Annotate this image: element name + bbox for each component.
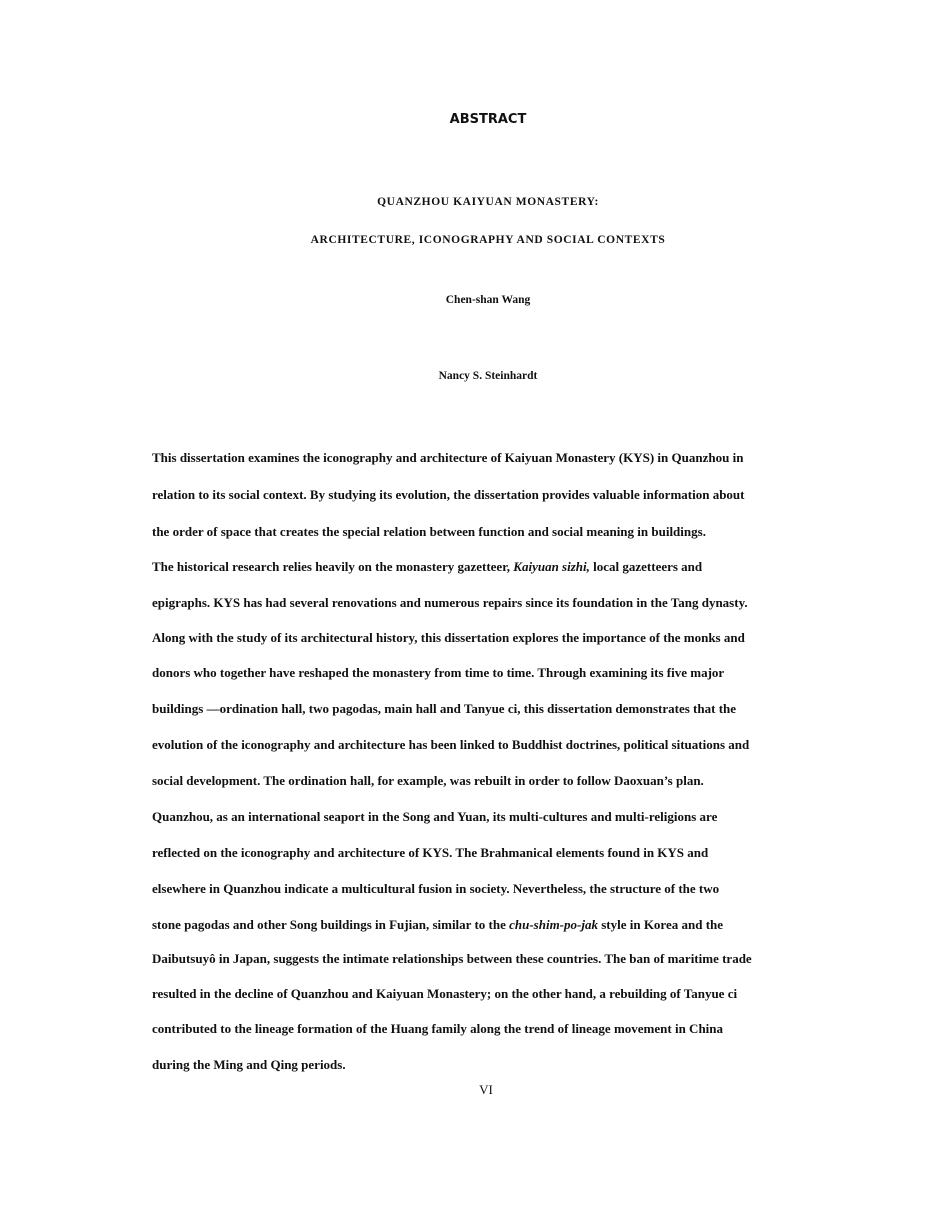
body-line-10: social development. The ordination hall, for example, was rebuilt in order to follow Daoxuan’s plan.: [152, 773, 704, 788]
body-line-1: This dissertation examines the iconography and architecture of Kaiyuan Monastery (KYS) in Quanzhou in: [152, 450, 744, 465]
body-line-9: evolution of the iconography and architecture has been linked to Buddhist doctrines, political situations and: [152, 737, 750, 752]
abstract-heading: ABSTRACT: [449, 112, 527, 127]
body-line-11: Quanzhou, as an international seaport in the Song and Yuan, its multi-cultures and multi-religions are: [152, 809, 718, 824]
body-line-4: [152, 559, 702, 575]
author-name: Chen-shan Wang: [445, 294, 531, 306]
body-line-18: during the Ming and Qing periods.: [152, 1057, 346, 1072]
body-line-14-end: style in Korea and the: [597, 917, 724, 932]
body-line-14: [152, 917, 723, 933]
body-line-15: Daibutsuyô in Japan, suggests the intimate relationships between these countries. The ban of maritime trade: [152, 951, 752, 966]
body-line-17: contributed to the lineage formation of the Huang family along the trend of lineage movement in China: [152, 1021, 724, 1036]
advisor-name: Nancy S. Steinhardt: [438, 370, 538, 382]
body-line-12: reflected on the iconography and architecture of KYS. The Brahmanical elements found in KYS and: [152, 845, 709, 860]
body-line-2: relation to its social context. By studying its evolution, the dissertation provides valuable information about: [152, 487, 745, 502]
title-line-2: ARCHITECTURE, ICONOGRAPHY AND SOCIAL CONTEXTS: [310, 234, 666, 246]
body-line-3: the order of space that creates the special relation between function and social meaning in buildings.: [152, 524, 706, 539]
body-line-5: epigraphs. KYS has had several renovations and numerous repairs since its foundation in the Tang dynasty.: [152, 595, 748, 610]
title-line-1: QUANZHOU KAIYUAN MONASTERY:: [377, 196, 599, 208]
page-number: VI: [479, 1082, 493, 1097]
body-line-8: buildings —ordination hall, two pagodas, main hall and Tanyue ci, this dissertation demonstrates that the: [152, 701, 737, 716]
body-line-6: Along with the study of its architectural history, this dissertation explores the importance of the monks and: [152, 630, 745, 645]
body-line-7: donors who together have reshaped the monastery from time to time. Through examining its five major: [152, 665, 725, 680]
korean-style-term: chu-shim-po-jak: [509, 917, 598, 932]
body-line-13: elsewhere in Quanzhou indicate a multicultural fusion in society. Nevertheless, the structure of the two: [152, 881, 720, 896]
gazetteer-title: Kaiyuan sizhi,: [513, 559, 590, 574]
body-line-4-end: local gazetteers and: [589, 559, 703, 574]
body-line-16: resulted in the decline of Quanzhou and Kaiyuan Monastery; on the other hand, a rebuilding of Tanyue ci: [152, 986, 738, 1001]
body-line-14-start: stone pagodas and other Song buildings in Fujian, similar to the: [152, 917, 510, 932]
body-line-4-start: The historical research relies heavily on the monastery gazetteer,: [152, 559, 514, 574]
